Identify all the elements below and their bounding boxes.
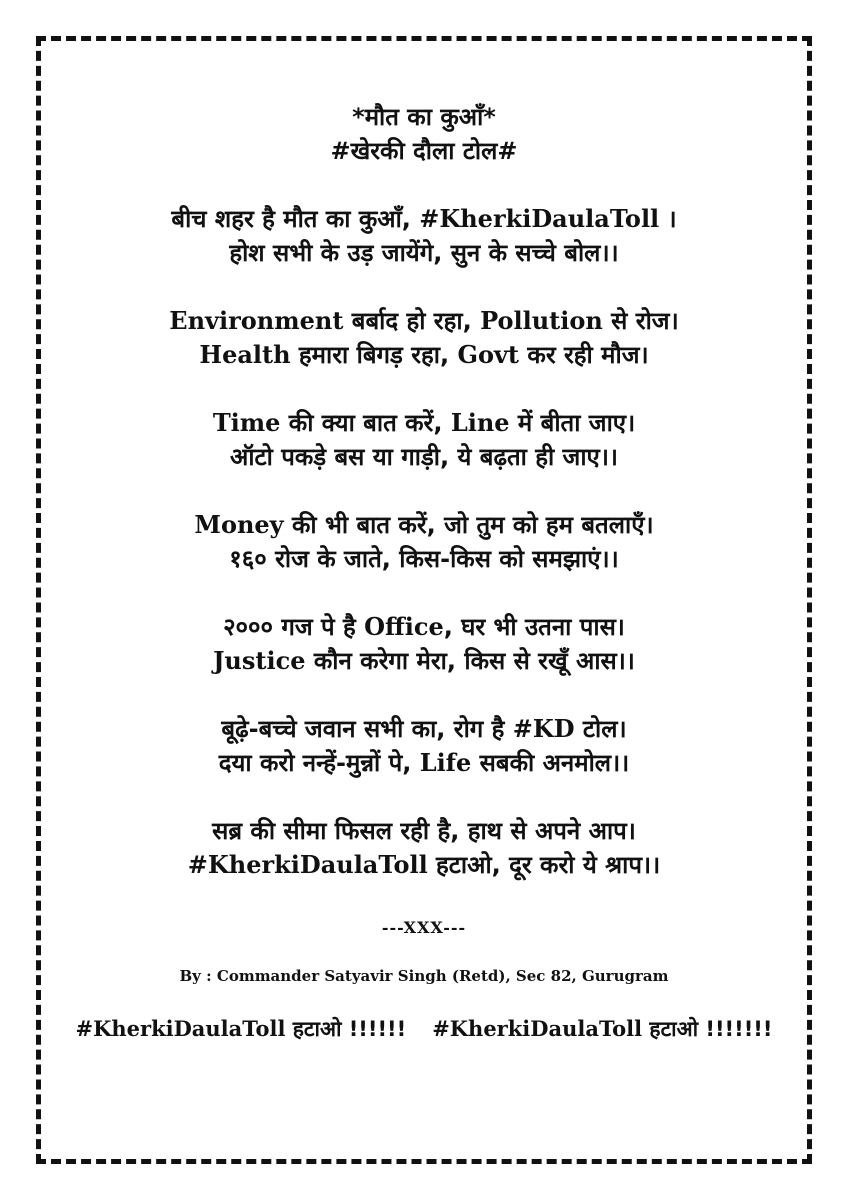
footer-slogan: #KherkiDaulaToll हटाओ !!!!!! #KherkiDaulaToll हटाओ !!!!!!! xyxy=(75,1016,773,1041)
stanza-5-line-2: Justice कौन करेगा मेरा, किस से रखूँ आस।। xyxy=(213,646,635,675)
stanza-6 xyxy=(40,712,808,780)
separator: ---XXX--- xyxy=(381,918,467,937)
stanza-7 xyxy=(40,814,808,882)
stanza-3 xyxy=(40,406,808,474)
author-byline: By : Commander Satyavir Singh (Retd), Sec 82, Gurugram xyxy=(179,967,669,985)
stanza-2-line-1: Environment बर्बाद हो रहा, Pollution से रोज। xyxy=(169,306,679,335)
stanza-6-line-2: दया करो नन्हें-मुन्नों पे, Life सबकी अनमोल।। xyxy=(218,748,630,777)
stanza-6-line-1: बूढ़े-बच्चे जवान सभी का, रोग है #KD टोल। xyxy=(221,714,627,743)
stanza-4-line-1: Money की भी बात करें, जो तुम को हम बतलाएँ। xyxy=(194,510,654,539)
stanza-4-line-2: १६० रोज के जाते, किस-किस को समझाएं।। xyxy=(229,545,619,573)
stanza-7-line-1: सब्र की सीमा फिसल रही है, हाथ से अपने आप। xyxy=(212,817,636,845)
stanza-1 xyxy=(40,202,808,270)
stanza-2 xyxy=(40,304,808,372)
stanza-3-line-1: Time की क्या बात करें, Line में बीता जाए। xyxy=(212,408,636,437)
stanza-5-line-1: २००० गज पे है Office, घर भी उतना पास। xyxy=(223,612,625,641)
poem-content xyxy=(40,100,808,1043)
stanza-7-line-2: #KherkiDaulaToll हटाओ, दूर करो ये श्राप।। xyxy=(187,850,661,879)
stanza-1-line-1: बीच शहर है मौत का कुआँ, #KherkiDaulaToll । xyxy=(171,204,677,233)
stanza-3-line-2: ऑटो पकड़े बस या गाड़ी, ये बढ़ता ही जाए।। xyxy=(229,443,619,471)
stanza-4 xyxy=(40,508,808,576)
poem-subtitle: #खेरकी दौला टोल# xyxy=(330,137,518,165)
stanza-2-line-2: Health हमारा बिगड़ रहा, Govt कर रही मौज। xyxy=(199,340,649,369)
stanza-5 xyxy=(40,610,808,678)
stanza-1-line-2: होश सभी के उड़ जायेंगे, सुन के सच्चे बोल।। xyxy=(229,239,619,267)
poem-title: *मौत का कुआँ* xyxy=(352,103,496,131)
